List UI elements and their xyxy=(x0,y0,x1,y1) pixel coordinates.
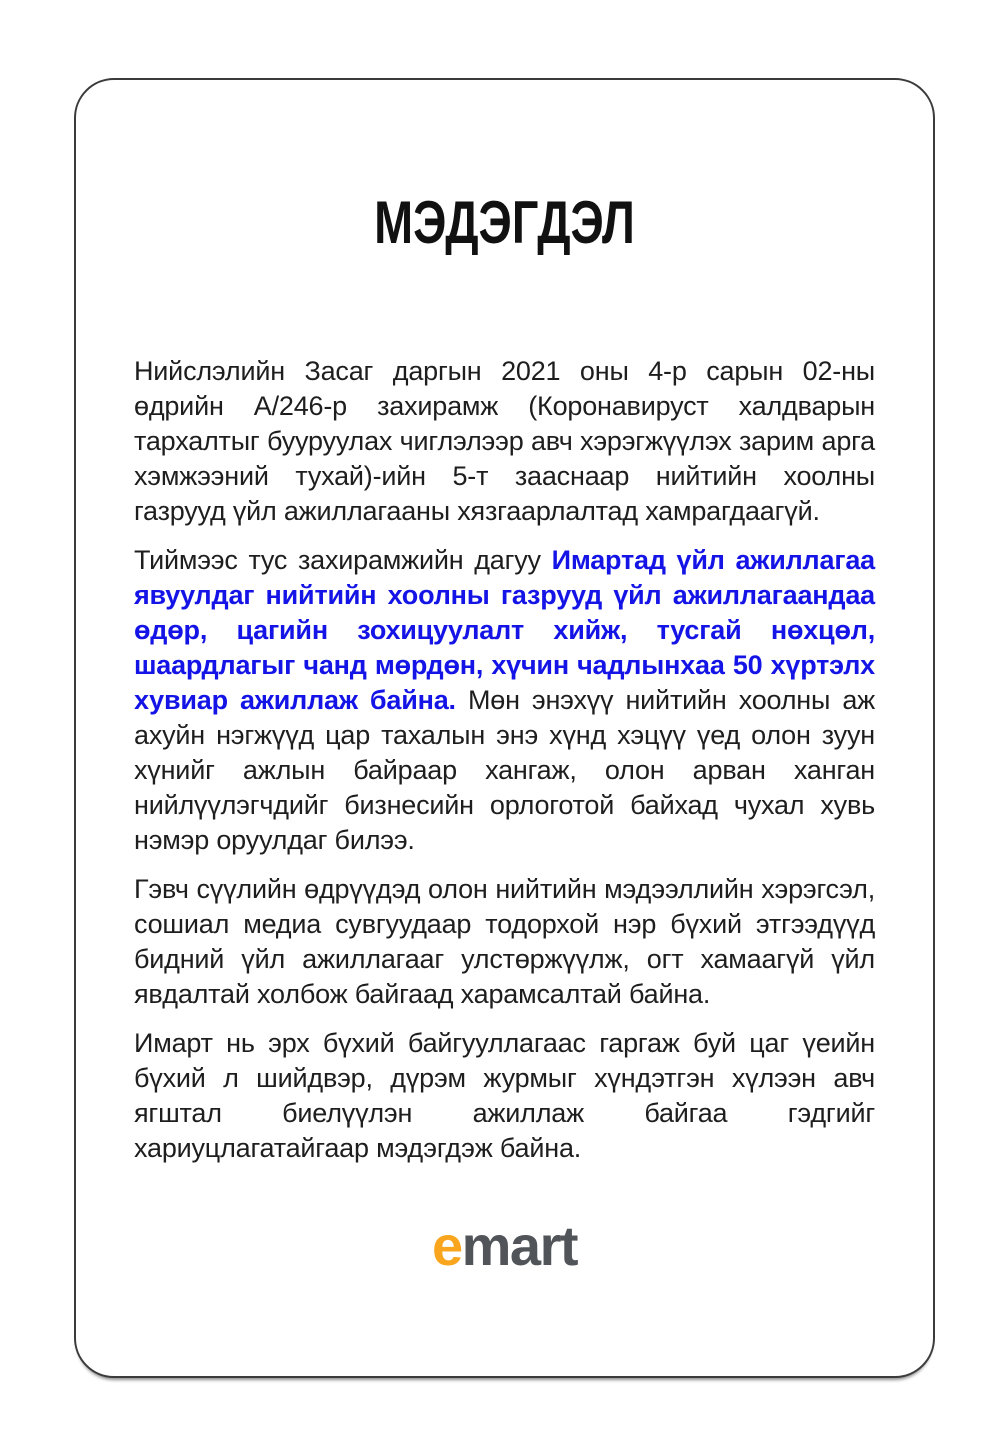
emart-logo-e: e xyxy=(431,1214,462,1277)
paragraph-2-highlighted-statement: Имартад үйл ажиллагаа явуулдаг нийтийн хоолны газрууд үйл ажиллагаандаа өдөр, цагийн зохицуулалт хийж, тусгай нөхцөл, шаардлагыг чанд мөрдөн, хүчин чадлынхаа 50 хүртэлх хувиар ажиллаж байна. xyxy=(134,545,875,715)
paragraph-3-text: Гэвч сүүлийн өдрүүдэд олон нийтийн мэдээллийн хэрэгсэл, сошиал медиа сувгуудаар тодорхой нэр бүхий этгээдүүд бидний үйл ажиллагааг улстөржүүлж, огт хамаагүй үйл явдалтай холбож байгаад харамсалтай байна. xyxy=(134,874,875,1009)
emart-logo xyxy=(76,1214,933,1277)
notice-title: МЭДЭГДЭЛ xyxy=(374,189,635,256)
notice-body xyxy=(134,354,875,1166)
paragraph-1-text: Нийслэлийн Засаг даргын 2021 оны 4-р сарын 02-ны өдрийн А/246-р захирамж (Коронавируст халдварын тархалтыг бууруулах чиглэлээр авч хэрэгжүүлэх зарим арга хэмжээний тухай)-ийн 5-т зааснаар нийтийн хоолны газрууд үйл ажиллагааны хязгаарлалтад хамрагдаагүй. xyxy=(134,356,875,526)
notice-card xyxy=(74,78,935,1378)
notice-paragraph-3 xyxy=(134,872,875,1012)
notice-paragraph-1 xyxy=(134,354,875,529)
notice-paragraph-2 xyxy=(134,543,875,858)
notice-paragraph-4 xyxy=(134,1026,875,1166)
paragraph-2-lead: Тиймээс тус захирамжийн дагуу xyxy=(134,545,552,575)
paragraph-4-text: Имарт нь эрх бүхий байгууллагаас гаргаж буй цаг үеийн бүхий л шийдвэр, дүрэм журмыг хүндэтгэн хүлээн авч ягштал биелүүлэн ажиллаж байгаа гэдгийг хариуцлагатайгаар мэдэгдэж байна. xyxy=(134,1028,875,1163)
paragraph-2-tail: Мөн энэхүү нийтийн хоолны аж ахуйн нэгжүүд цар тахалын энэ хүнд хэцүү үед олон зуун хүнийг ажлын байраар хангаж, олон арван ханган нийлүүлэгчдийг бизнесийн орлоготой байхад чухал хувь нэмэр оруулдаг билээ. xyxy=(134,685,875,855)
emart-logo-mart: mart xyxy=(461,1214,578,1277)
